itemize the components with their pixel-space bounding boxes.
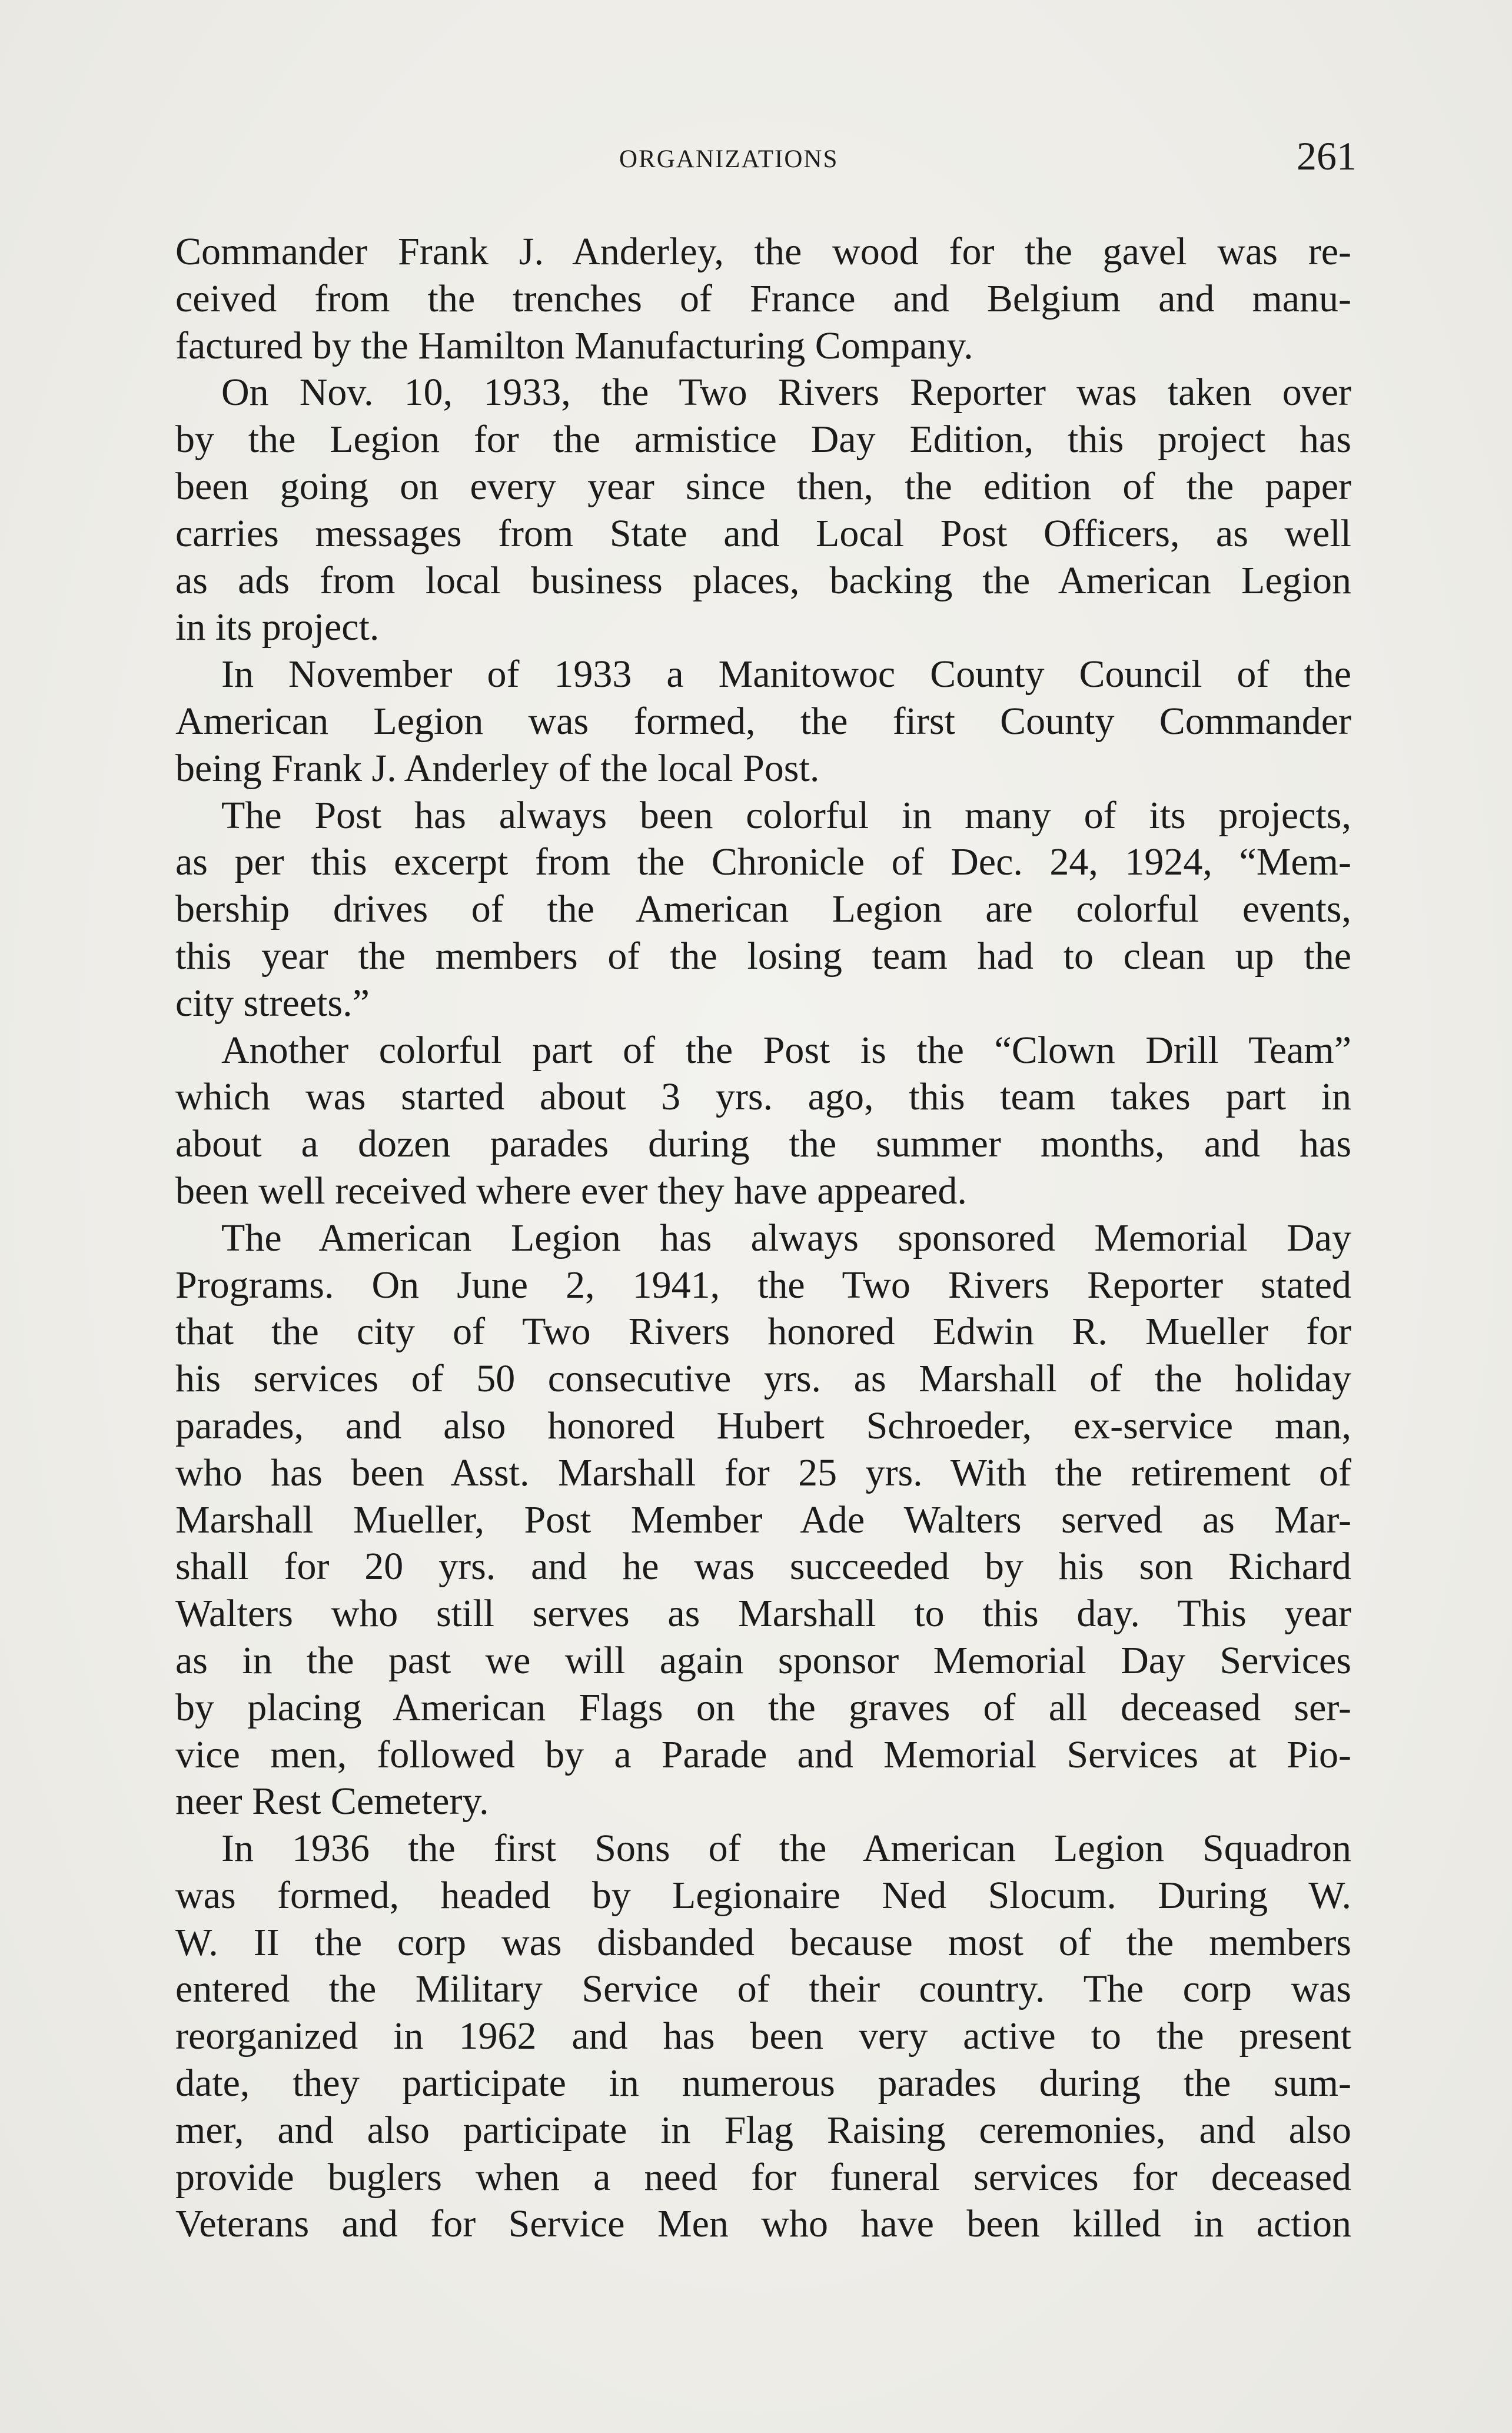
- text-line: been well received where ever they have appeared.: [175, 1169, 967, 1212]
- text-line: entered the Military Service of their country. The corp was: [175, 1967, 1351, 2011]
- text-line: shall for 20 yrs. and he was succeeded by his son Richard: [175, 1545, 1351, 1588]
- text-line: city streets.”: [175, 981, 370, 1025]
- text-line: Programs. On June 2, 1941, the Two Rivers Reporter stated: [175, 1263, 1351, 1307]
- text-line: Commander Frank J. Anderley, the wood for the gavel was re-: [175, 230, 1351, 273]
- text-line: Marshall Mueller, Post Member Ade Walters served as Mar-: [175, 1498, 1351, 1541]
- text-line: W. II the corp was disbanded because most of the members: [175, 1920, 1351, 1964]
- page-number: 261: [1297, 134, 1357, 178]
- text-line: being Frank J. Anderley of the local Post.: [175, 746, 820, 790]
- text-line: about a dozen parades during the summer months, and has: [175, 1122, 1351, 1166]
- text-line: by placing American Flags on the graves of all deceased ser-: [175, 1686, 1351, 1729]
- text-line: neer Rest Cemetery.: [175, 1780, 489, 1823]
- text-line: as ads from local business places, backing the American Legion: [175, 559, 1351, 602]
- text-line: Walters who still serves as Marshall to this day. This year: [175, 1592, 1351, 1636]
- text-line: American Legion was formed, the first County Commander: [175, 699, 1351, 743]
- text-line: ceived from the trenches of France and Belgium and manu-: [175, 277, 1351, 320]
- text-line: this year the members of the losing team had to clean up the: [175, 934, 1351, 978]
- text-line: carries messages from State and Local Post Officers, as well: [175, 511, 1351, 555]
- text-line: parades, and also honored Hubert Schroeder, ex-service man,: [175, 1404, 1351, 1447]
- text-line: as per this excerpt from the Chronicle of Dec. 24, 1924, “Mem-: [175, 840, 1351, 884]
- text-line: by the Legion for the armistice Day Edition, this project has: [175, 418, 1351, 461]
- text-line: vice men, followed by a Parade and Memorial Services at Pio-: [175, 1733, 1351, 1776]
- text-line: been going on every year since then, the edition of the paper: [175, 464, 1351, 508]
- text-line: On Nov. 10, 1933, the Two Rivers Reporter was taken over: [221, 371, 1351, 414]
- text-line: which was started about 3 yrs. ago, this team takes part in: [175, 1075, 1351, 1119]
- text-line: reorganized in 1962 and has been very active to the present: [175, 2015, 1351, 2058]
- text-line: that the city of Two Rivers honored Edwin R. Mueller for: [175, 1310, 1351, 1354]
- running-head: ORGANIZATIONS: [619, 145, 839, 173]
- text-line: was formed, headed by Legionaire Ned Slocum. During W.: [175, 1873, 1351, 1917]
- text-line: provide buglers when a need for funeral services for deceased: [175, 2155, 1351, 2199]
- text-line: in its project.: [175, 606, 380, 649]
- text-line: who has been Asst. Marshall for 25 yrs. With the retirement of: [175, 1451, 1351, 1494]
- text-line: factured by the Hamilton Manufacturing Company.: [175, 324, 973, 367]
- text-line: date, they participate in numerous parades during the sum-: [175, 2062, 1351, 2105]
- text-line: bership drives of the American Legion are colorful events,: [175, 888, 1351, 931]
- text-line: In November of 1933 a Manitowoc County Council of the: [221, 653, 1351, 696]
- text-line: Another colorful part of the Post is the “Clown Drill Team”: [221, 1028, 1351, 1072]
- text-line: mer, and also participate in Flag Raising ceremonies, and also: [175, 2108, 1351, 2152]
- text-line: as in the past we will again sponsor Memorial Day Services: [175, 1638, 1351, 1682]
- text-line: The Post has always been colorful in many of its projects,: [221, 793, 1351, 837]
- text-line: Veterans and for Service Men who have been killed in action: [175, 2202, 1351, 2246]
- text-line: The American Legion has always sponsored Memorial Day: [221, 1216, 1351, 1259]
- text-line: In 1936 the first Sons of the American Legion Squadron: [221, 1827, 1351, 1870]
- text-line: his services of 50 consecutive yrs. as Marshall of the holiday: [175, 1357, 1351, 1401]
- body-text: [175, 228, 1351, 2248]
